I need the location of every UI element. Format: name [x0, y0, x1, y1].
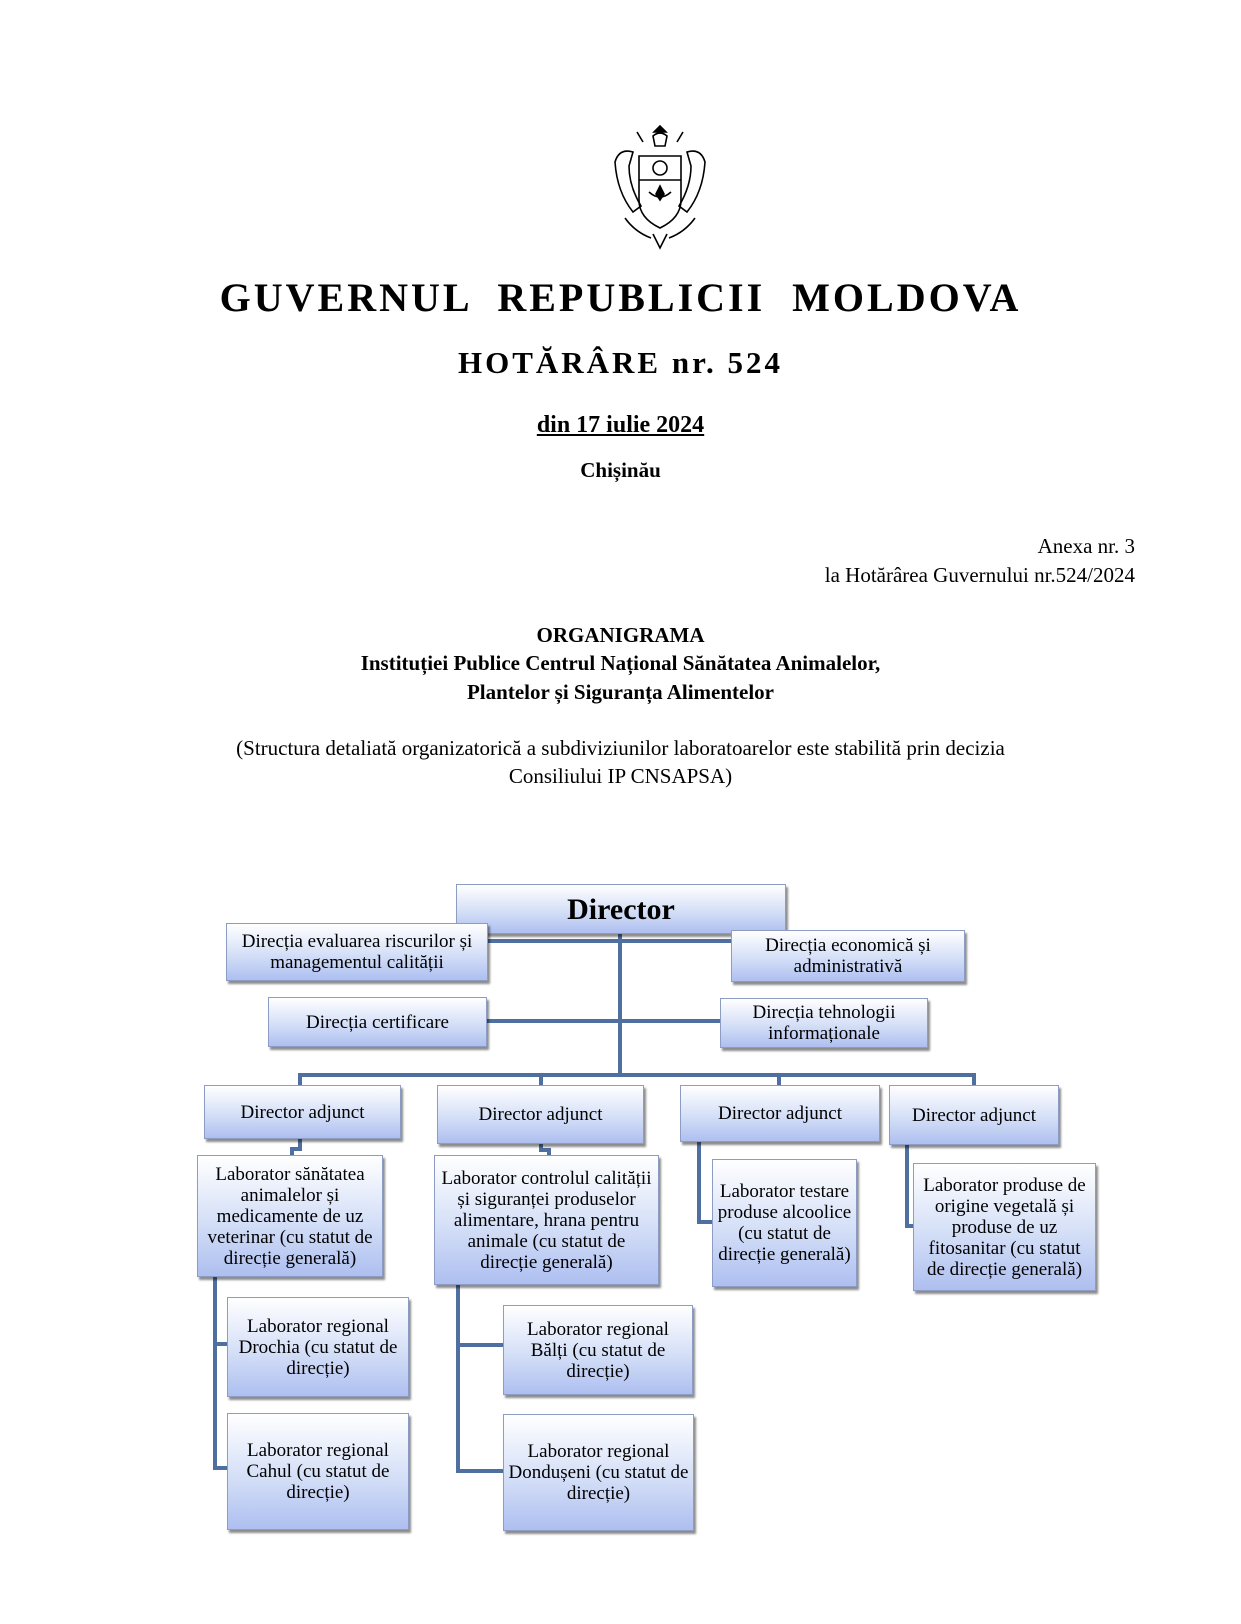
lab-food-quality-box — [434, 1155, 659, 1285]
organigram-subtitle-line2: Plantelor și Siguranța Alimentelor — [466, 680, 774, 704]
it-direction-box — [720, 998, 928, 1048]
lab-regional-donduseni-label: Laborator regional Dondușeni (cu statut de direcție) — [508, 1441, 689, 1504]
deputy3-to-lab — [699, 1142, 712, 1222]
lab2-spine — [458, 1285, 503, 1471]
government-title: GUVERNUL REPUBLICII MOLDOVA — [219, 275, 1022, 320]
risk-direction-box — [226, 923, 488, 981]
decision-date: din 17 iulie 2024 — [536, 412, 705, 438]
deputy-director-label-1: Director adjunct — [240, 1101, 365, 1123]
organigram-subtitle-line1: Instituției Publice Centrul Național Sănătatea Animalelor, — [360, 651, 881, 675]
deputy-director-box-3 — [680, 1085, 880, 1142]
lab-plant-products-box — [913, 1163, 1096, 1291]
certification-direction-box — [268, 997, 487, 1047]
lab-regional-drochia-label: Laborator regional Drochia (cu statut de direcție) — [238, 1315, 398, 1379]
director-box — [456, 884, 786, 934]
lab-regional-cahul-label: Laborator regional Cahul (cu statut de direcție) — [246, 1440, 390, 1503]
lab-animal-health-label: Laborator sănătatea animalelor și medicamente de uz veterinar (cu statut de direcție generală) — [207, 1163, 373, 1269]
economic-direction-box — [731, 930, 965, 982]
lab-alcohol-testing-box — [712, 1159, 857, 1287]
deputy-director-label-2: Director adjunct — [478, 1104, 603, 1125]
economic-direction-label: Direcția economică și administrativă — [765, 935, 931, 977]
organigram-note-line2: Consiliului IP CNSAPSA) — [508, 764, 733, 788]
risk-direction-label: Direcția evaluarea riscurilor și managementul calității — [241, 931, 473, 973]
annex-number: Anexa nr. 3 — [1037, 534, 1135, 558]
deputy-director-label-3: Director adjunct — [718, 1103, 842, 1124]
decision-title: HOTĂRÂRE nr. 524 — [457, 345, 784, 380]
deputy1-to-lab — [292, 1139, 300, 1155]
deputy-director-label-4: Director adjunct — [912, 1104, 1036, 1126]
deputy-director-box-4 — [889, 1085, 1059, 1145]
lab-animal-health-box — [197, 1155, 383, 1277]
lab-alcohol-testing-label: Laborator testare produse alcoolice (cu statut de direcție generală) — [717, 1181, 852, 1265]
organigram-title: ORGANIGRAMA — [536, 623, 705, 647]
lab-plant-products-label: Laborator produse de origine vegetală și produse de uz fitosanitar (cu statut de direcție generală) — [923, 1174, 1086, 1280]
lab-regional-cahul-box — [227, 1413, 409, 1530]
lab-regional-balti-label: Laborator regional Bălți (cu statut de direcție) — [527, 1318, 669, 1382]
city: Chișinău — [580, 458, 661, 482]
director-label: Director — [567, 892, 675, 926]
deputy2-to-lab — [541, 1144, 549, 1155]
lab-regional-donduseni-box — [503, 1414, 694, 1531]
lab1-spine — [215, 1277, 227, 1468]
it-direction-label: Direcția tehnologii informaționale — [752, 1002, 896, 1044]
certification-direction-label: Direcția certificare — [306, 1011, 449, 1033]
lab-regional-balti-box — [503, 1305, 693, 1395]
organigram-note-line1: (Structura detaliată organizatorică a subdiviziunilor laboratoarelor este stabilită prin decizia — [236, 736, 1005, 760]
deputy-director-box-1 — [204, 1085, 401, 1139]
lab-food-quality-label: Laborator controlul calității și siguranței produselor alimentare, hrana pentru animale (cu statut de direcție generală) — [441, 1167, 652, 1273]
deputy-director-box-2 — [437, 1085, 644, 1144]
lab-regional-drochia-box — [227, 1297, 409, 1397]
annex-reference: la Hotărârea Guvernului nr.524/2024 — [824, 563, 1135, 587]
